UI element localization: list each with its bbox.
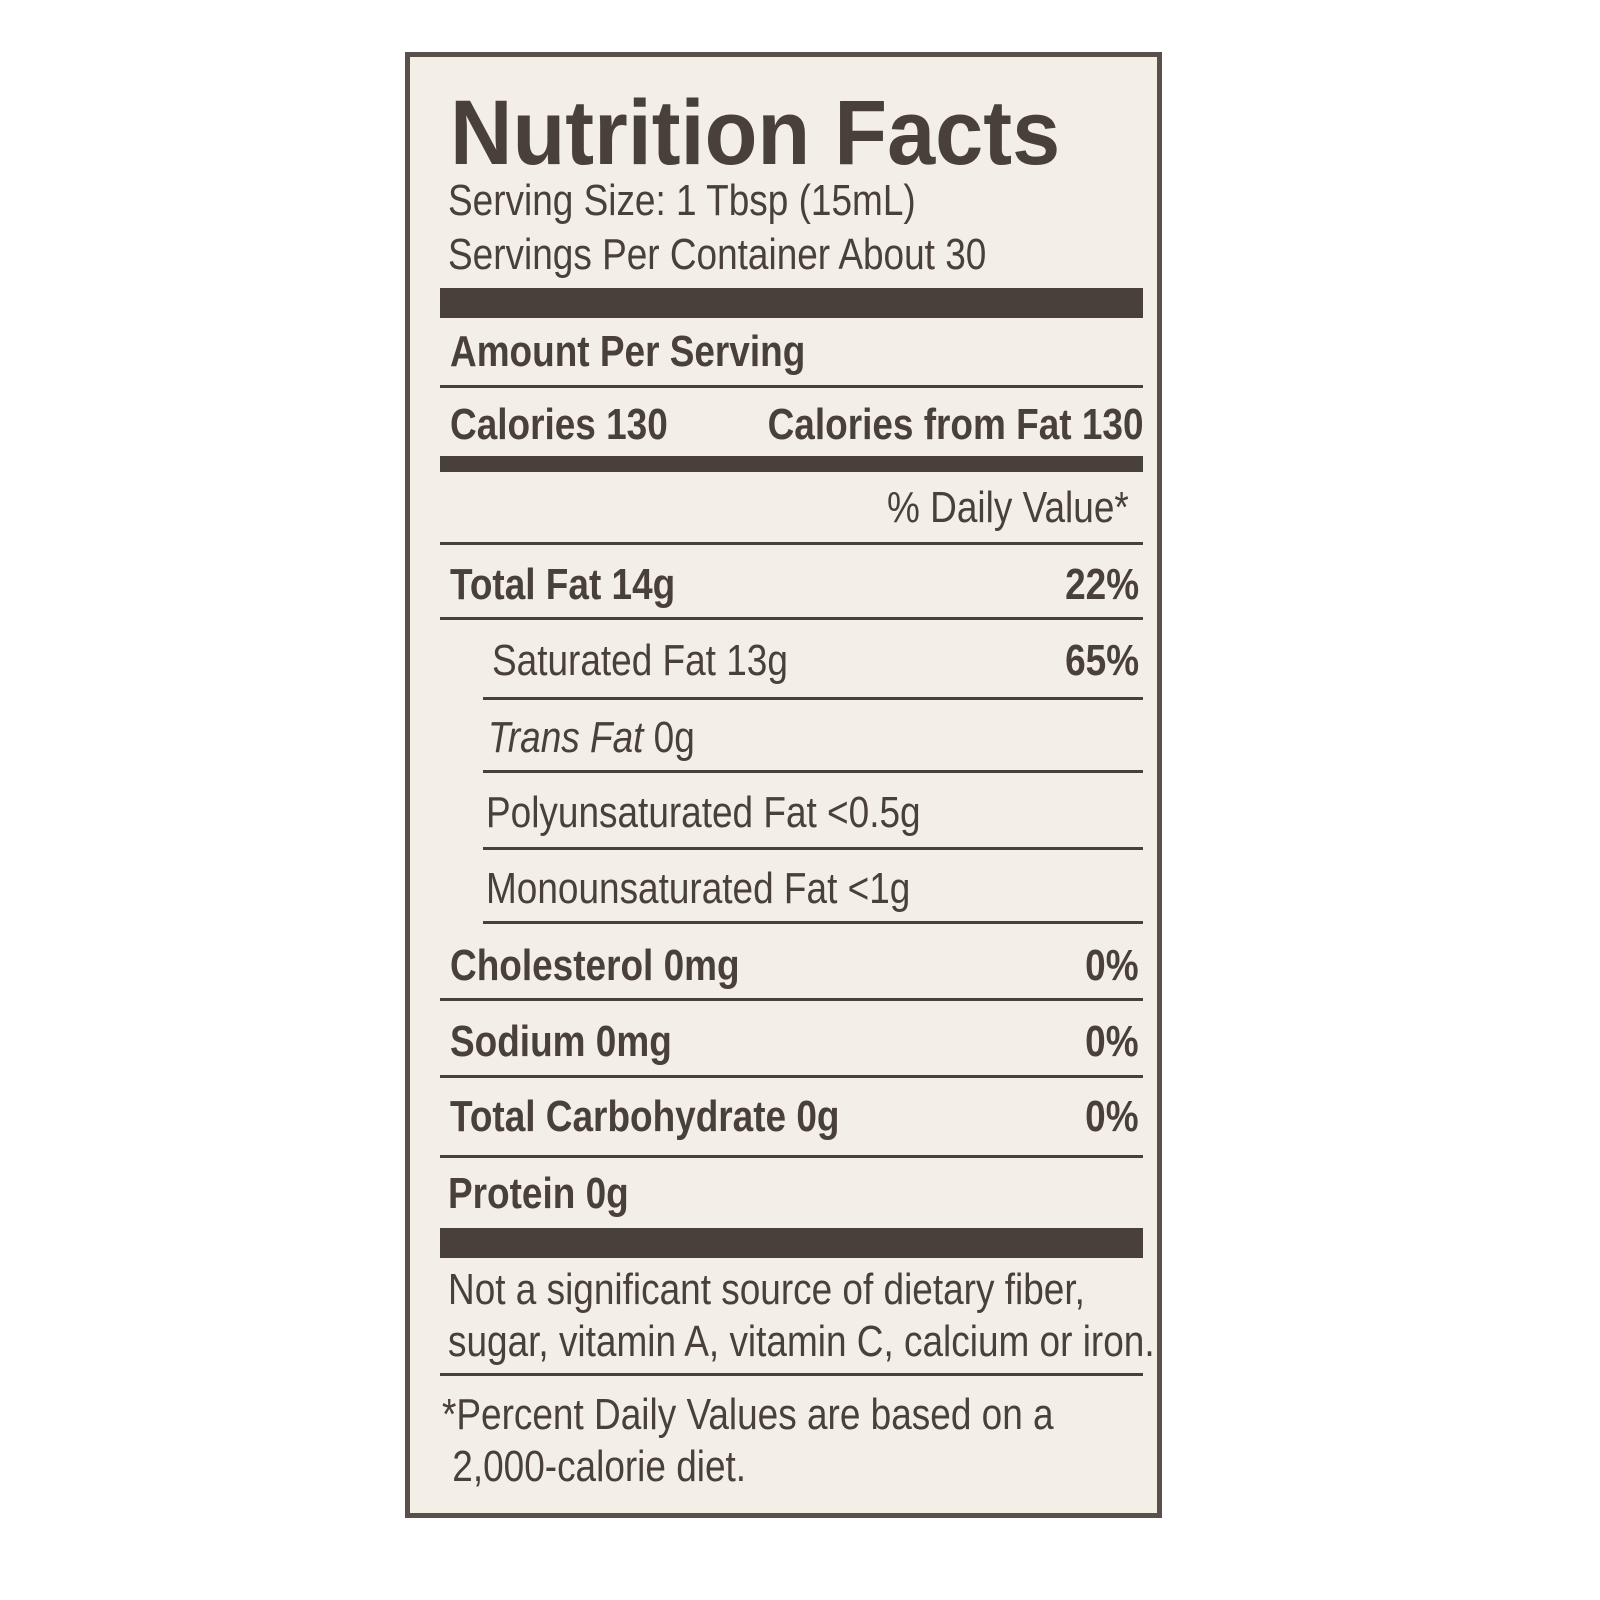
- medium-divider: [440, 456, 1143, 472]
- nutrition-facts-label: [405, 52, 1162, 1518]
- total-fat-label: Total Fat 14g: [450, 560, 676, 609]
- total-carbohydrate-label: Total Carbohydrate 0g: [450, 1092, 840, 1141]
- saturated-fat-label: Saturated Fat 13g: [492, 636, 788, 685]
- not-significant-line-2: sugar, vitamin A, vitamin C, calcium or iron.: [448, 1317, 1155, 1366]
- amount-per-serving: Amount Per Serving: [450, 327, 806, 376]
- daily-value-header: % Daily Value*: [887, 483, 1129, 532]
- divider: [483, 847, 1143, 850]
- saturated-fat-dv: 65%: [1065, 636, 1139, 685]
- label-title: Nutrition Facts: [450, 82, 1061, 184]
- label-content: [440, 57, 1155, 1513]
- divider: [483, 697, 1143, 700]
- divider: [440, 998, 1143, 1001]
- divider: [440, 385, 1143, 388]
- calories-from-fat: Calories from Fat 130: [767, 400, 1143, 449]
- monounsaturated-fat-label: Monounsaturated Fat <1g: [486, 864, 911, 913]
- divider: [440, 1373, 1143, 1376]
- divider: [440, 542, 1143, 545]
- divider: [483, 921, 1143, 924]
- sodium-label: Sodium 0mg: [450, 1017, 672, 1066]
- serving-size: Serving Size: 1 Tbsp (15mL): [448, 176, 916, 225]
- servings-per-container: Servings Per Container About 30: [448, 230, 987, 279]
- divider: [440, 617, 1143, 620]
- divider: [440, 1075, 1143, 1078]
- polyunsaturated-fat-label: Polyunsaturated Fat <0.5g: [486, 788, 921, 837]
- footnote-line-2: 2,000-calorie diet.: [442, 1442, 747, 1491]
- trans-fat-amount: 0g: [643, 713, 695, 762]
- total-carbohydrate-dv: 0%: [1085, 1092, 1139, 1141]
- trans-fat-label: [488, 713, 695, 762]
- divider: [483, 770, 1143, 773]
- thick-divider: [440, 1228, 1143, 1258]
- thick-divider: [440, 288, 1143, 318]
- sodium-dv: 0%: [1085, 1017, 1139, 1066]
- divider: [440, 1155, 1143, 1158]
- footnote-line-1: *Percent Daily Values are based on a: [442, 1390, 1054, 1439]
- total-fat-dv: 22%: [1065, 560, 1139, 609]
- trans-fat-italic: Trans Fat: [488, 713, 644, 762]
- not-significant-line-1: Not a significant source of dietary fiber,: [448, 1265, 1085, 1314]
- cholesterol-label: Cholesterol 0mg: [450, 941, 740, 990]
- cholesterol-dv: 0%: [1085, 941, 1139, 990]
- calories: Calories 130: [450, 400, 668, 449]
- protein-label: Protein 0g: [448, 1169, 629, 1218]
